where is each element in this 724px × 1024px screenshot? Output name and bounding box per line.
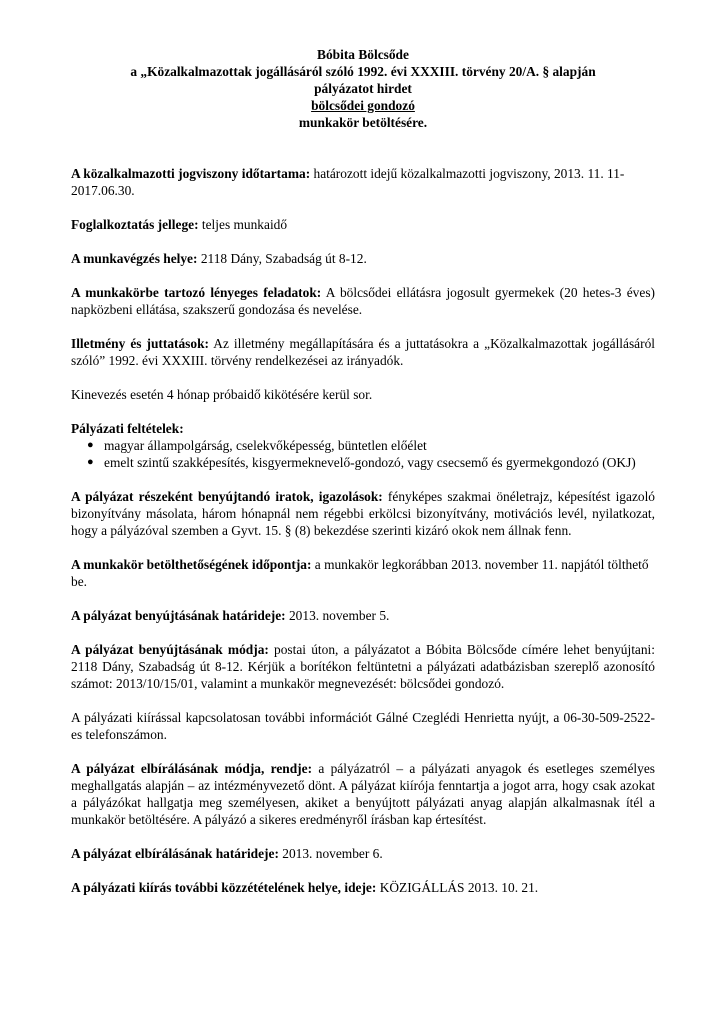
section-employment-type	[71, 216, 655, 233]
header-spacer	[71, 131, 655, 165]
section-tasks	[71, 284, 655, 318]
section-text: határozott idejű közalkalmazotti jogviszony, 2013. 11. 11-2017.06.30.	[71, 166, 625, 198]
institution-name: Bóbita Bölcsőde	[317, 47, 409, 62]
legal-basis: a „Közalkalmazottak jogállásáról szóló 1992. évi XXXIII. törvény 20/A. § alapján	[130, 64, 596, 79]
section-text: 2118 Dány, Szabadság út 8-12.	[197, 251, 367, 266]
section-label: A munkakörbe tartozó lényeges feladatok:	[71, 285, 322, 300]
section-info	[71, 709, 655, 743]
document-header	[71, 46, 655, 131]
section-text: postai úton, a pályázatot a Bóbita Bölcsőde címére lehet benyújtani: 2118 Dány, Szabadság út 8-12. Kérjük a borítékon feltüntetni a pályázati adatbázisban szereplő azonosító számot: 2013/10/15/01, valamint a munkakör megnevezését: bölcsődei gondozó.	[71, 642, 655, 691]
section-text: A pályázati kiírással kapcsolatosan további információt Gálné Czeglédi Henrietta nyújt, a 06-30-509-2522-es telefonszámon.	[71, 710, 655, 742]
bullet-icon: ●	[87, 439, 94, 451]
section-evaluation-deadline	[71, 845, 655, 862]
section-label: A pályázat benyújtásának határideje:	[71, 608, 286, 623]
section-deadline	[71, 607, 655, 624]
section-label: A pályázati kiírás további közzétételének helye, ideje:	[71, 880, 377, 895]
section-evaluation	[71, 760, 655, 828]
list-item	[71, 437, 655, 454]
section-label: A pályázat elbírálásának határideje:	[71, 846, 279, 861]
section-text: A bölcsődei ellátásra jogosult gyermekek (20 hetes-3 éves) napközbeni ellátása, szakszerű gondozása és nevelése.	[71, 285, 655, 317]
section-label: A pályázat elbírálásának módja, rendje:	[71, 761, 313, 776]
document-page	[71, 46, 655, 913]
conditions-list	[71, 437, 655, 471]
list-item	[71, 454, 655, 471]
announcement-line: pályázatot hirdet	[314, 81, 412, 96]
section-salary	[71, 335, 655, 369]
section-start-date	[71, 556, 655, 590]
section-text: teljes munkaidő	[198, 217, 288, 232]
position-purpose: munkakör betöltésére.	[298, 115, 428, 130]
section-label: A munkakör betölthetőségének időpontja:	[71, 557, 312, 572]
section-label: A közalkalmazotti jogviszony időtartama:	[71, 166, 311, 181]
section-text: Az illetmény megállapítására és a juttatásokra a „Közalkalmazottak jogállásáról szóló” 1992. évi XXXIII. törvény rendelkezései az irányadók.	[71, 336, 655, 368]
section-probation	[71, 386, 655, 403]
bullet-icon: ●	[87, 456, 94, 468]
section-text: 2013. november 6.	[278, 846, 383, 861]
section-label: A pályázat benyújtásának módja:	[71, 642, 269, 657]
position-title: bölcsődei gondozó	[311, 98, 415, 113]
section-documents	[71, 488, 655, 539]
section-publication	[71, 879, 655, 896]
section-label: A munkavégzés helye:	[71, 251, 198, 266]
section-label: A pályázat részeként benyújtandó iratok, igazolások:	[71, 489, 383, 504]
list-item-text: magyar állampolgárság, cselekvőképesség, büntetlen előélet	[104, 438, 427, 453]
conditions-title: Pályázati feltételek:	[71, 421, 184, 436]
section-text: fényképes szakmai önéletrajz, képesítést igazoló bizonyítvány másolata, három hónapnál nem régebbi erkölcsi bizonyítvány, motivációs levél, nyilatkozat, hogy a pályázóval szemben a Gyvt. 15. § (8) bekezdése szerinti kizáró okok nem állnak fenn.	[71, 489, 655, 538]
section-text: KÖZIGÁLLÁS 2013. 10. 21.	[376, 880, 539, 895]
section-text: a pályázatról – a pályázati anyagok és esetleges személyes meghallgatás alapján – az intézményvezető dönt. A pályázat kiírója fenntartja a jogot arra, hogy csak azokat a pályázókat hallgatja meg személyesen, akiket a benyújtott pályázati anyag alapján alkalmasnak ítél a munkakör betöltésére. A pályázó a sikeres eredményről írásban kap értesítést.	[71, 761, 655, 827]
section-submission	[71, 641, 655, 692]
section-text: Kinevezés esetén 4 hónap próbaidő kikötésére kerül sor.	[71, 387, 373, 402]
list-item-text: emelt szintű szakképesítés, kisgyermeknevelő-gondozó, vagy csecsemő és gyermekgondozó (OKJ)	[104, 455, 636, 470]
section-text: a munkakör legkorábban 2013. november 11. napjától tölthető be.	[71, 557, 649, 589]
section-workplace	[71, 250, 655, 267]
section-text: 2013. november 5.	[285, 608, 390, 623]
section-duration	[71, 165, 655, 199]
section-label: Foglalkoztatás jellege:	[71, 217, 199, 232]
section-label: Illetmény és juttatások:	[71, 336, 209, 351]
